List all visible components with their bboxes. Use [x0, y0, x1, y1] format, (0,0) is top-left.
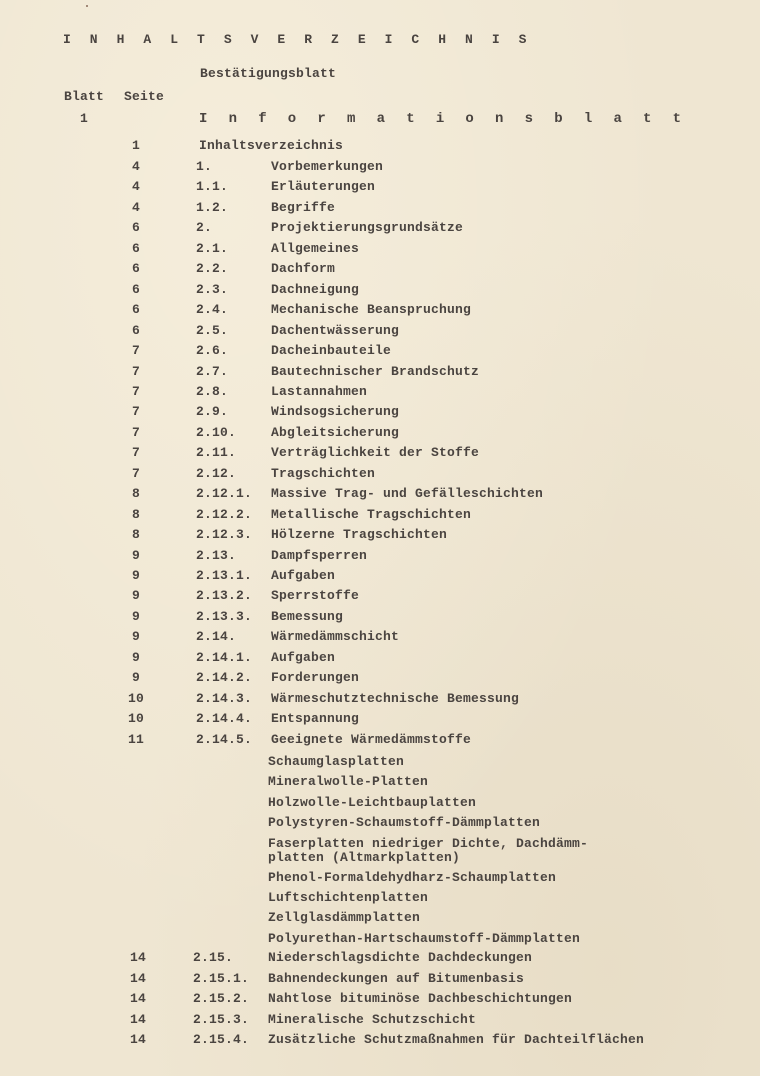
confirmation-sheet-label: Bestätigungsblatt: [200, 66, 337, 81]
entry-page: 6: [131, 281, 140, 297]
entry-label: Begriffe: [271, 199, 336, 215]
entry-number: 2.15.2.: [193, 991, 250, 1007]
toc-entry: [0, 445, 760, 465]
toc-entry: [0, 425, 760, 445]
toc-entry: [0, 323, 760, 343]
entry-page: 9: [131, 588, 140, 604]
entry-page: 6: [131, 240, 140, 256]
entry-page: 4: [131, 179, 140, 195]
entry-number: 2.13.: [196, 547, 237, 563]
entry-page: 14: [129, 1011, 146, 1027]
entry-number: 2.3.: [196, 281, 229, 297]
entry-number: 2.7.: [196, 363, 229, 379]
entry-label: Wärmedämmschicht: [271, 629, 400, 645]
entry-label: Tragschichten: [271, 465, 376, 481]
toc-entry: [0, 548, 760, 568]
entry-page: 6: [131, 261, 140, 277]
toc-entry: [0, 159, 760, 179]
toc-entry: [0, 343, 760, 363]
entry-page: 4: [131, 159, 140, 174]
entry-page: 8: [131, 486, 140, 502]
entry-page: 10: [127, 690, 144, 706]
entry-page: 7: [131, 424, 140, 440]
toc-entry: [0, 220, 760, 240]
entry-page: 7: [131, 383, 140, 399]
entry-label: Dacheinbauteile: [271, 343, 392, 359]
entry-page: 7: [131, 445, 140, 461]
toc-entry: [0, 711, 760, 731]
toc-entry: [0, 670, 760, 690]
entry-number: 1.: [196, 159, 213, 174]
entry-label: Dachneigung: [271, 281, 360, 297]
entry-label: Windsogsicherung: [271, 404, 400, 420]
entry-label: Aufgaben: [271, 568, 336, 583]
entry-label: Zusätzliche Schutzmaßnahmen für Dachteilflächen: [268, 1032, 645, 1048]
entry-page: 8: [131, 527, 140, 543]
toc-entry: [0, 991, 760, 1011]
paper-speck: [86, 5, 88, 7]
entry-page: 14: [129, 1032, 146, 1048]
entry-page: 7: [131, 363, 140, 379]
entry-number: 2.12.3.: [196, 527, 253, 543]
entry-label: Inhaltsverzeichnis: [199, 138, 344, 153]
toc-entry: [0, 650, 760, 670]
entry-number: 2.14.3.: [196, 690, 253, 706]
entry-number: 2.14.5.: [196, 731, 253, 747]
toc-entry: [0, 691, 760, 711]
entry-number: 1.2.: [196, 199, 229, 215]
entry-page: 9: [131, 608, 140, 624]
entry-page: 9: [131, 670, 140, 686]
material-item: Zellglasdämmplatten: [268, 910, 421, 925]
info-sheet-number: 1: [80, 111, 89, 126]
toc-entry: [0, 302, 760, 322]
entry-label: Mechanische Beanspruchung: [271, 302, 472, 318]
info-sheet-label: I n f o r m a t i o n s b l a t t: [199, 111, 688, 127]
entry-page: 9: [131, 568, 140, 583]
entry-label: Wärmeschutztechnische Bemessung: [271, 690, 520, 706]
entry-number: 2.13.1.: [196, 568, 253, 583]
entry-page: 14: [129, 991, 146, 1007]
entry-page: 11: [127, 731, 144, 747]
entry-label: Niederschlagsdichte Dachdeckungen: [268, 950, 533, 965]
entry-number: 2.12.1.: [196, 486, 253, 502]
entry-label: Dampfsperren: [271, 547, 368, 563]
toc-entry: [0, 609, 760, 629]
toc-entry: [0, 364, 760, 384]
entry-label: Erläuterungen: [271, 179, 376, 195]
entry-label: Lastannahmen: [271, 383, 368, 399]
entry-number: 2.6.: [196, 343, 229, 359]
entry-number: 2.14.1.: [196, 649, 253, 665]
toc-entry: [0, 507, 760, 527]
entry-label: Sperrstoffe: [271, 588, 360, 604]
entry-label: Massive Trag- und Gefälleschichten: [271, 486, 544, 502]
entry-number: 2.4.: [196, 302, 229, 318]
toc-entry: [0, 241, 760, 261]
entry-label: Metallische Tragschichten: [271, 506, 472, 522]
material-item: Phenol-Formaldehydharz-Schaumplatten: [268, 870, 557, 885]
entry-page: 1: [131, 138, 140, 153]
toc-entry: [0, 486, 760, 506]
document-title: I N H A L T S V E R Z E I C H N I S: [63, 32, 533, 47]
toc-entry: [0, 568, 760, 588]
entry-number: 2.12.2.: [196, 506, 253, 522]
entry-page: 7: [131, 465, 140, 481]
toc-entry: [0, 261, 760, 281]
entry-number: 2.14.: [196, 629, 237, 645]
material-item: Polyurethan-Hartschaumstoff-Dämmplatten: [268, 931, 581, 946]
entry-label: Bautechnischer Brandschutz: [271, 363, 480, 379]
entry-page: 9: [131, 629, 140, 645]
entry-label: Verträglichkeit der Stoffe: [271, 445, 480, 461]
entry-page: 6: [131, 220, 140, 236]
entry-number: 2.15.3.: [193, 1011, 250, 1027]
entry-label: Aufgaben: [271, 649, 336, 665]
entry-label: Entspannung: [271, 711, 360, 727]
entry-number: 2.8.: [196, 383, 229, 399]
entry-label: Geeignete Wärmedämmstoffe: [271, 731, 472, 747]
toc-entry: [0, 629, 760, 649]
toc-entry: [0, 527, 760, 547]
entry-number: 2.5.: [196, 322, 229, 338]
material-item: Luftschichtenplatten: [268, 890, 429, 905]
entry-page: 7: [131, 404, 140, 420]
entry-page: 14: [129, 950, 146, 965]
entry-number: 2.13.2.: [196, 588, 253, 604]
toc-entry: [0, 282, 760, 302]
entry-label: Forderungen: [271, 670, 360, 686]
entry-number: 2.9.: [196, 404, 229, 420]
entry-number: 2.13.3.: [196, 608, 253, 624]
material-item: Schaumglasplatten: [268, 754, 405, 769]
entry-label: Bahnendeckungen auf Bitumenbasis: [268, 970, 525, 986]
entry-page: 6: [131, 302, 140, 318]
entry-number: 2.11.: [196, 445, 237, 461]
toc-entry: [0, 138, 760, 158]
entry-label: Allgemeines: [271, 240, 360, 256]
entry-page: 4: [131, 199, 140, 215]
entry-number: 2.2.: [196, 261, 229, 277]
entry-page: 10: [127, 711, 144, 727]
toc-entry: [0, 732, 760, 752]
column-header-blatt: Blatt: [64, 89, 105, 104]
toc-entry: [0, 971, 760, 991]
entry-label: Projektierungsgrundsätze: [271, 220, 464, 236]
material-item: Mineralwolle-Platten: [268, 774, 429, 789]
toc-entry: [0, 1012, 760, 1032]
entry-number: 1.1.: [196, 179, 229, 195]
entry-number: 2.15.: [193, 950, 234, 965]
material-item: platten (Altmarkplatten): [268, 850, 461, 865]
entry-number: 2.14.2.: [196, 670, 253, 686]
toc-entry: [0, 950, 760, 970]
toc-entry: [0, 466, 760, 486]
entry-number: 2.12.: [196, 465, 237, 481]
entry-page: 9: [131, 547, 140, 563]
material-item: Polystyren-Schaumstoff-Dämmplatten: [268, 815, 541, 830]
toc-entry: [0, 404, 760, 424]
toc-entry: [0, 384, 760, 404]
entry-page: 7: [131, 343, 140, 359]
toc-entry: [0, 179, 760, 199]
entry-label: Dachentwässerung: [271, 322, 400, 338]
entry-label: Hölzerne Tragschichten: [271, 527, 448, 543]
entry-label: Dachform: [271, 261, 336, 277]
entry-label: Abgleitsicherung: [271, 424, 400, 440]
material-item: Faserplatten niedriger Dichte, Dachdämm-: [268, 836, 589, 851]
entry-page: 8: [131, 506, 140, 522]
entry-page: 14: [129, 970, 146, 986]
entry-number: 2.10.: [196, 424, 237, 440]
entry-label: Vorbemerkungen: [271, 159, 384, 174]
entry-label: Mineralische Schutzschicht: [268, 1011, 477, 1027]
material-item: Holzwolle-Leichtbauplatten: [268, 795, 477, 810]
entry-label: Nahtlose bituminöse Dachbeschichtungen: [268, 991, 573, 1007]
entry-number: 2.15.1.: [193, 970, 250, 986]
entry-number: 2.14.4.: [196, 711, 253, 727]
entry-number: 2.1.: [196, 240, 229, 256]
toc-entry: [0, 200, 760, 220]
entry-number: 2.: [196, 220, 213, 236]
entry-page: 6: [131, 322, 140, 338]
entry-number: 2.15.4.: [193, 1032, 250, 1048]
toc-entry: [0, 588, 760, 608]
entry-page: 9: [131, 649, 140, 665]
toc-entry: [0, 1032, 760, 1052]
column-header-seite: Seite: [124, 89, 165, 104]
entry-label: Bemessung: [271, 608, 344, 624]
